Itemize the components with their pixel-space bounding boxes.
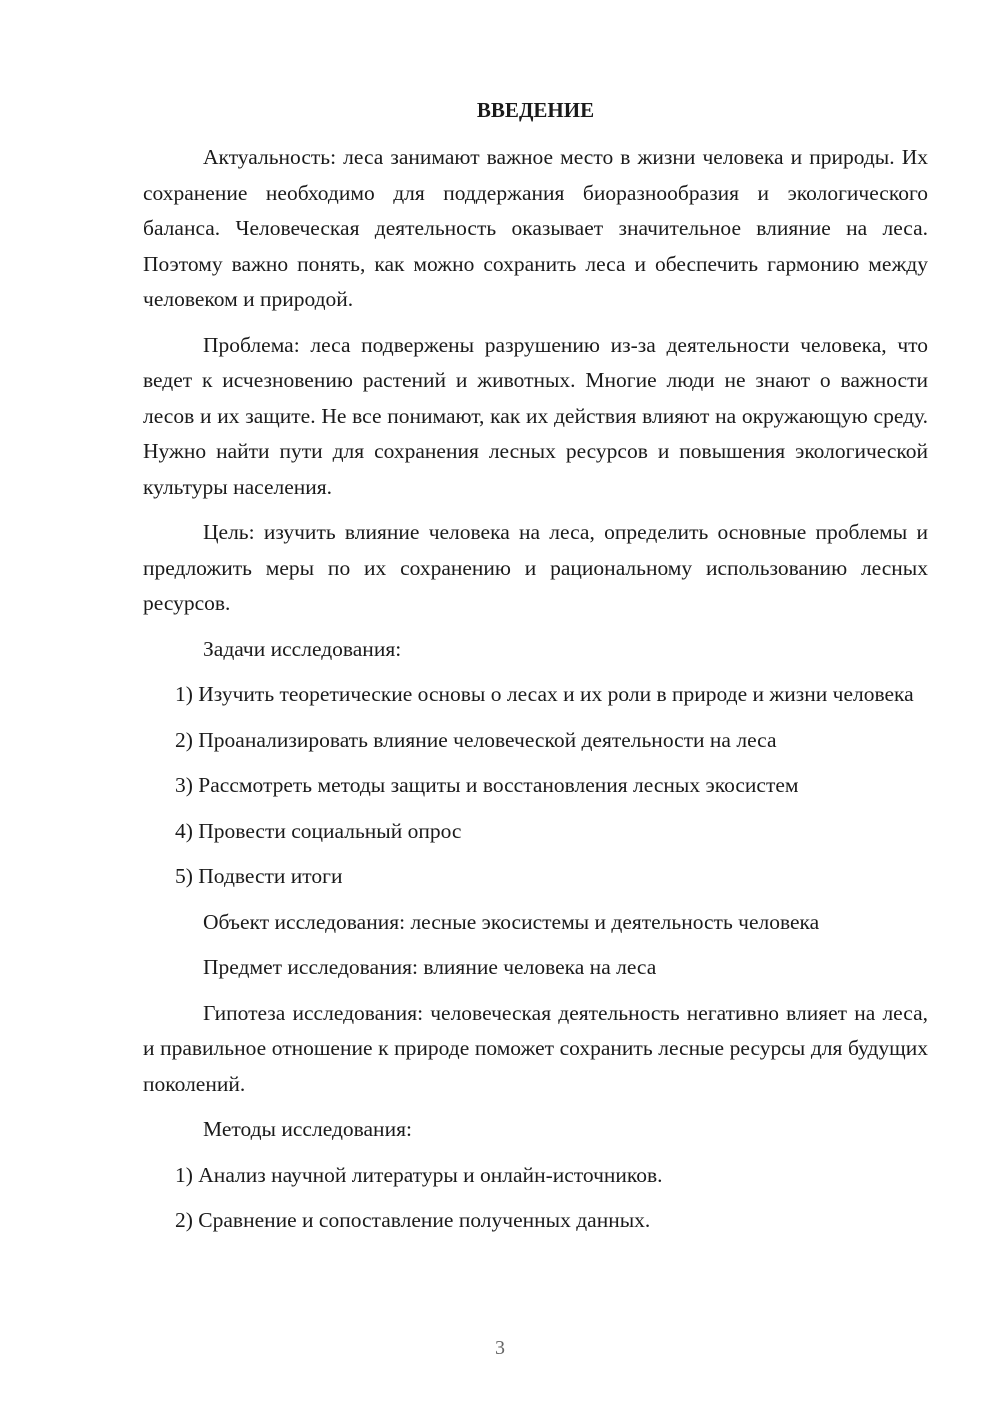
task-item: 2) Проанализировать влияние человеческой деятельности на леса	[175, 727, 777, 752]
methods-heading: Методы исследования:	[203, 1117, 412, 1141]
object-line: Объект исследования: лесные экосистемы и деятельность человека	[203, 909, 820, 934]
task-item: 5) Подвести итоги	[175, 864, 343, 888]
problem-paragraph: Проблема: леса подвержены разрушению из-за деятельности человека, что ведет к исчезновению растений и животных. Многие люди не знают о важности лесов и их защите. Не все понимают, как их действия влияют на окружающую среду. Нужно найти пути для сохранения лесных ресурсов и повышения экологической культуры населения.	[143, 332, 928, 499]
tasks-heading: Задачи исследования:	[203, 636, 402, 661]
goal-paragraph: Цель: изучить влияние человека на леса, определить основные проблемы и предложить меры по их сохранению и рациональному использованию лесных ресурсов.	[143, 520, 928, 615]
subject-line: Предмет исследования: влияние человека на леса	[203, 955, 657, 979]
section-title: ВВЕДЕНИЕ	[476, 98, 595, 122]
task-item: 1) Изучить теоретические основы о лесах и их роли в природе и жизни человека	[175, 682, 914, 706]
relevance-paragraph: Актуальность: леса занимают важное место в жизни человека и природы. Их сохранение необходимо для поддержания биоразнообразия и экологического баланса. Человеческая деятельность оказывает значительное влияние на леса. Поэтому важно понять, как можно сохранить леса и обеспечить гармонию между человеком и природой.	[143, 145, 928, 311]
page-number: 3	[495, 1337, 505, 1359]
task-item: 4) Провести социальный опрос	[175, 818, 462, 843]
task-item: 3) Рассмотреть методы защиты и восстановления лесных экосистем	[175, 773, 799, 797]
method-item: 1) Анализ научной литературы и онлайн-источников.	[175, 1162, 663, 1187]
hypothesis-paragraph: Гипотеза исследования: человеческая деятельность негативно влияет на леса, и правильное отношение к природе поможет сохранить лесные ресурсы для будущих поколений.	[143, 1000, 928, 1096]
document-page	[143, 96, 928, 1249]
method-item: 2) Сравнение и сопоставление полученных данных.	[175, 1208, 651, 1232]
